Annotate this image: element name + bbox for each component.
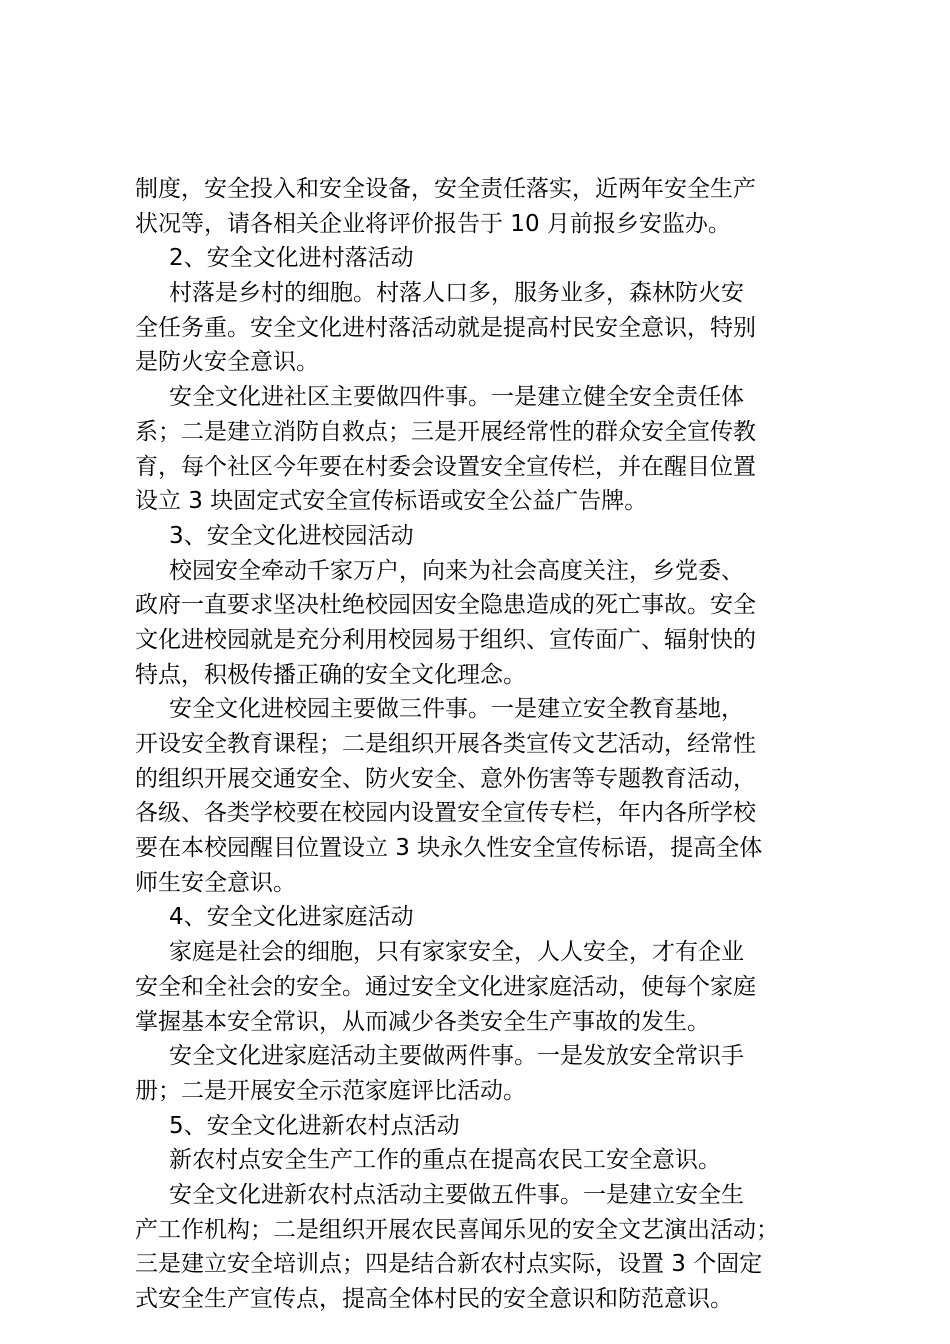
- text-line: 三是建立安全培训点；四是结合新农村点实际，设置 3 个固定: [135, 1251, 763, 1278]
- text-line: 设立 3 块固定式安全宣传标语或安全公益广告牌。: [135, 488, 648, 515]
- text-line: 安全和全社会的安全。通过安全文化进家庭活动，使每个家庭: [135, 973, 756, 1000]
- text-line: 掌握基本安全常识，从而减少各类安全生产事故的发生。: [135, 1008, 710, 1035]
- text-line: 制度，安全投入和安全设备，安全责任落实，近两年安全生产: [135, 176, 756, 202]
- text-line: 文化进校园就是充分利用校园易于组织、宣传面广、辐射快的: [135, 626, 756, 653]
- text-line: 册；二是开展安全示范家庭评比活动。: [135, 1077, 526, 1104]
- paragraph-first-line: 家庭是社会的细胞，只有家家安全，人人安全，才有企业: [169, 939, 744, 966]
- text-line: 状况等，请各相关企业将评价报告于 10 月前报乡安监办。: [135, 210, 731, 237]
- text-line: 开设安全教育课程；二是组织开展各类宣传文艺活动，经常性: [135, 731, 756, 757]
- paragraph-first-line: 新农村点安全生产工作的重点在提高农民工安全意识。: [169, 1147, 721, 1174]
- text-line: 特点，积极传播正确的安全文化理念。: [135, 661, 526, 688]
- text-line: 系；二是建立消防自救点；三是开展经常性的群众安全宣传教: [135, 418, 756, 445]
- paragraph-first-line: 5、安全文化进新农村点活动: [169, 1112, 460, 1139]
- paragraph-first-line: 4、安全文化进家庭活动: [169, 904, 414, 931]
- document-body: [135, 172, 825, 1317]
- text-line: 政府一直要求坚决杜绝校园因安全隐患造成的死亡事故。安全: [135, 592, 756, 619]
- paragraph-first-line: 安全文化进校园主要做三件事。一是建立安全教育基地，: [169, 696, 744, 723]
- text-line: 育，每个社区今年要在村委会设置安全宣传栏，并在醒目位置: [135, 453, 756, 480]
- text-line: 全任务重。安全文化进村落活动就是提高村民安全意识，特别: [135, 314, 756, 341]
- paragraph-first-line: 村落是乡村的细胞。村落人口多，服务业多，森林防火安: [169, 280, 744, 307]
- text-line: 产工作机构；二是组织开展农民喜闻乐见的安全文艺演出活动；: [135, 1216, 779, 1243]
- paragraph-first-line: 校园安全牵动千家万户，向来为社会高度关注，乡党委、: [169, 557, 744, 584]
- text-line: 是防火安全意识。: [135, 349, 319, 376]
- paragraph-first-line: 3、安全文化进校园活动: [169, 522, 414, 549]
- text-line: 各级、各类学校要在校园内设置安全宣传专栏，年内各所学校: [135, 800, 756, 827]
- paragraph-first-line: 2、安全文化进村落活动: [169, 245, 414, 272]
- text-line: 师生安全意识。: [135, 869, 296, 896]
- paragraph-first-line: 安全文化进新农村点活动主要做五件事。一是建立安全生: [169, 1181, 744, 1208]
- text-line: 要在本校园醒目位置设立 3 块永久性安全宣传标语，提高全体: [135, 835, 763, 862]
- paragraph-first-line: 安全文化进社区主要做四件事。一是建立健全安全责任体: [169, 384, 744, 411]
- text-line: 式安全生产宣传点，提高全体村民的安全意识和防范意识。: [135, 1286, 733, 1312]
- text-line: 的组织开展交通安全、防火安全、意外伤害等专题教育活动，: [135, 765, 756, 792]
- paragraph-first-line: 安全文化进家庭活动主要做两件事。一是发放安全常识手: [169, 1043, 744, 1070]
